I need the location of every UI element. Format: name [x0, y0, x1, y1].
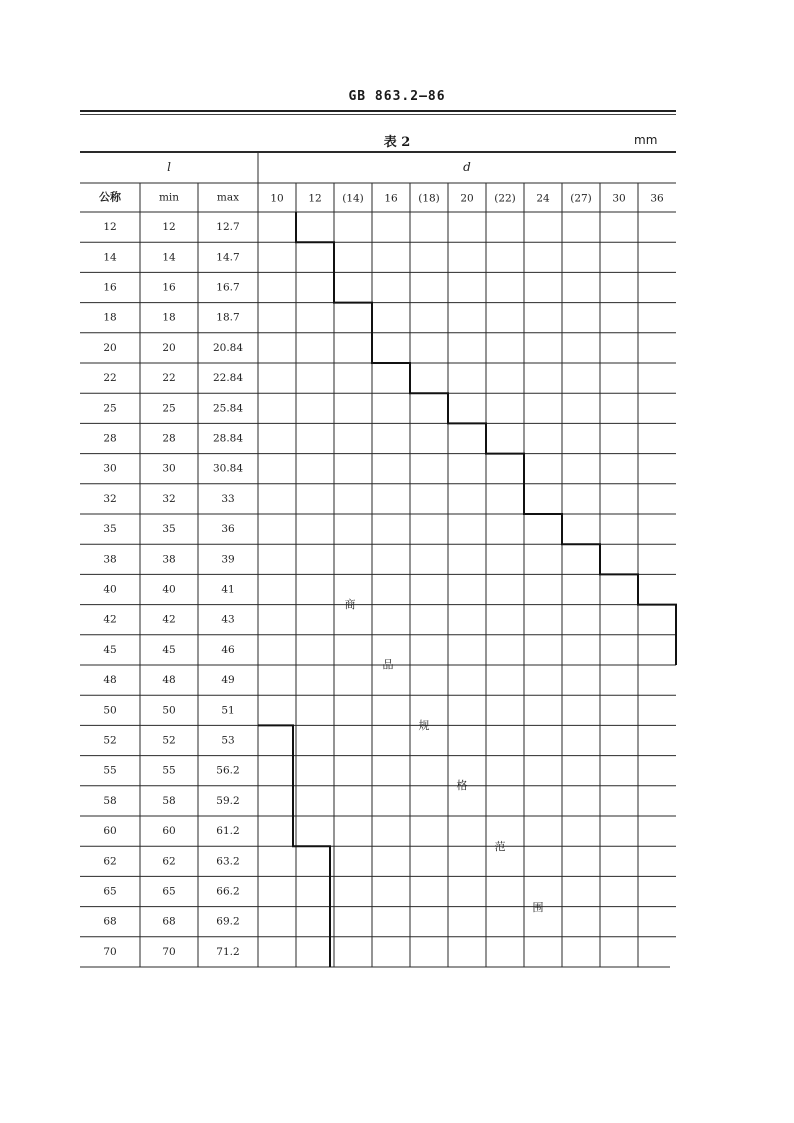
- table-cell: 32: [162, 492, 176, 505]
- l-column-header: max: [216, 191, 240, 204]
- table-cell: 22: [103, 372, 117, 385]
- range-label-char: 围: [532, 901, 544, 914]
- table-cell: 30: [162, 462, 176, 475]
- range-label-char: 范: [494, 840, 506, 853]
- table-cell: 12.7: [216, 221, 240, 234]
- l-group-header: l: [167, 160, 171, 174]
- table-cell: 50: [162, 704, 176, 717]
- standard-code: GB 863.2—86: [348, 89, 446, 104]
- table-cell: 52: [162, 734, 176, 747]
- table-cell: 12: [162, 221, 176, 234]
- table-cell: 20.84: [212, 341, 244, 354]
- table-cell: 58: [103, 794, 117, 807]
- table-cell: 41: [221, 583, 235, 596]
- table-cell: 25: [103, 402, 117, 415]
- table-cell: 16: [103, 281, 117, 294]
- table-cell: 35: [162, 523, 176, 536]
- range-label-char: 规: [418, 719, 430, 732]
- d-column-header: 36: [650, 192, 664, 205]
- table-cell: 70: [103, 945, 117, 958]
- table-cell: 43: [221, 613, 235, 626]
- table-cell: 12: [103, 221, 117, 234]
- table-cell: 36: [221, 523, 235, 536]
- table-cell: 40: [162, 583, 176, 596]
- table-cell: 65: [162, 885, 176, 898]
- table-cell: 60: [103, 825, 117, 838]
- table-cell: 18.7: [216, 311, 240, 324]
- table-cell: 62: [103, 855, 117, 868]
- table-cell: 55: [162, 764, 176, 777]
- table-cell: 22: [162, 372, 176, 385]
- table-cell: 14: [103, 251, 117, 264]
- table-cell: 20: [162, 341, 176, 354]
- table-cell: 69.2: [216, 915, 240, 928]
- table-cell: 22.84: [212, 372, 244, 385]
- table-cell: 16: [162, 281, 176, 294]
- table-cell: 33: [221, 492, 235, 505]
- table-cell: 51: [221, 704, 235, 717]
- table-cell: 59.2: [216, 794, 240, 807]
- table-cell: 52: [103, 734, 117, 747]
- d-column-header: 12: [308, 192, 322, 205]
- d-column-header: (18): [418, 192, 440, 205]
- table-cell: 42: [162, 613, 176, 626]
- table-cell: 60: [162, 825, 176, 838]
- table-cell: 45: [103, 643, 117, 656]
- table-cell: 39: [221, 553, 235, 566]
- range-label-char: 品: [382, 658, 394, 671]
- table-cell: 32: [103, 492, 117, 505]
- table-cell: 14.7: [216, 251, 240, 264]
- table-title: 表 2: [383, 135, 411, 150]
- table-cell: 28.84: [212, 432, 244, 445]
- table-cell: 30: [103, 462, 117, 475]
- table-cell: 30.84: [212, 462, 244, 475]
- table-cell: 45: [162, 643, 176, 656]
- table-cell: 55: [103, 764, 117, 777]
- d-column-header: 24: [536, 192, 550, 205]
- l-column-header: 公称: [99, 190, 121, 204]
- d-column-header: 10: [270, 192, 284, 205]
- unit-label: mm: [634, 133, 658, 147]
- table-cell: 49: [221, 674, 235, 687]
- table-cell: 61.2: [216, 825, 240, 838]
- d-column-header: 30: [612, 192, 626, 205]
- table-cell: 48: [103, 674, 117, 687]
- l-column-header: min: [158, 191, 180, 204]
- table-cell: 62: [162, 855, 176, 868]
- table-cell: 18: [162, 311, 176, 324]
- d-group-header: d: [463, 160, 471, 174]
- table-cell: 38: [162, 553, 176, 566]
- table-cell: 35: [103, 523, 117, 536]
- table-cell: 50: [103, 704, 117, 717]
- table-cell: 58: [162, 794, 176, 807]
- table-cell: 28: [162, 432, 176, 445]
- d-column-header: 20: [460, 192, 474, 205]
- table-cell: 18: [103, 311, 117, 324]
- table-cell: 71.2: [216, 945, 240, 958]
- table-cell: 20: [103, 341, 117, 354]
- range-label-char: 商: [344, 598, 356, 611]
- d-column-header: 16: [384, 192, 398, 205]
- table-cell: 14: [162, 251, 176, 264]
- table-cell: 68: [103, 915, 117, 928]
- table-cell: 46: [221, 643, 235, 656]
- table-cell: 53: [221, 734, 235, 747]
- d-column-header: (14): [342, 192, 364, 205]
- table-cell: 25.84: [212, 402, 244, 415]
- table-cell: 48: [162, 674, 176, 687]
- table-cell: 66.2: [216, 885, 240, 898]
- range-label-char: 格: [456, 779, 468, 792]
- table-cell: 56.2: [216, 764, 240, 777]
- table-cell: 40: [103, 583, 117, 596]
- table-cell: 38: [103, 553, 117, 566]
- d-column-header: (22): [494, 192, 516, 205]
- table-cell: 16.7: [216, 281, 240, 294]
- d-column-header: (27): [570, 192, 592, 205]
- table-cell: 68: [162, 915, 176, 928]
- table-cell: 28: [103, 432, 117, 445]
- table-cell: 70: [162, 945, 176, 958]
- table-cell: 25: [162, 402, 176, 415]
- table-cell: 63.2: [216, 855, 240, 868]
- table-cell: 65: [103, 885, 117, 898]
- table-cell: 42: [103, 613, 117, 626]
